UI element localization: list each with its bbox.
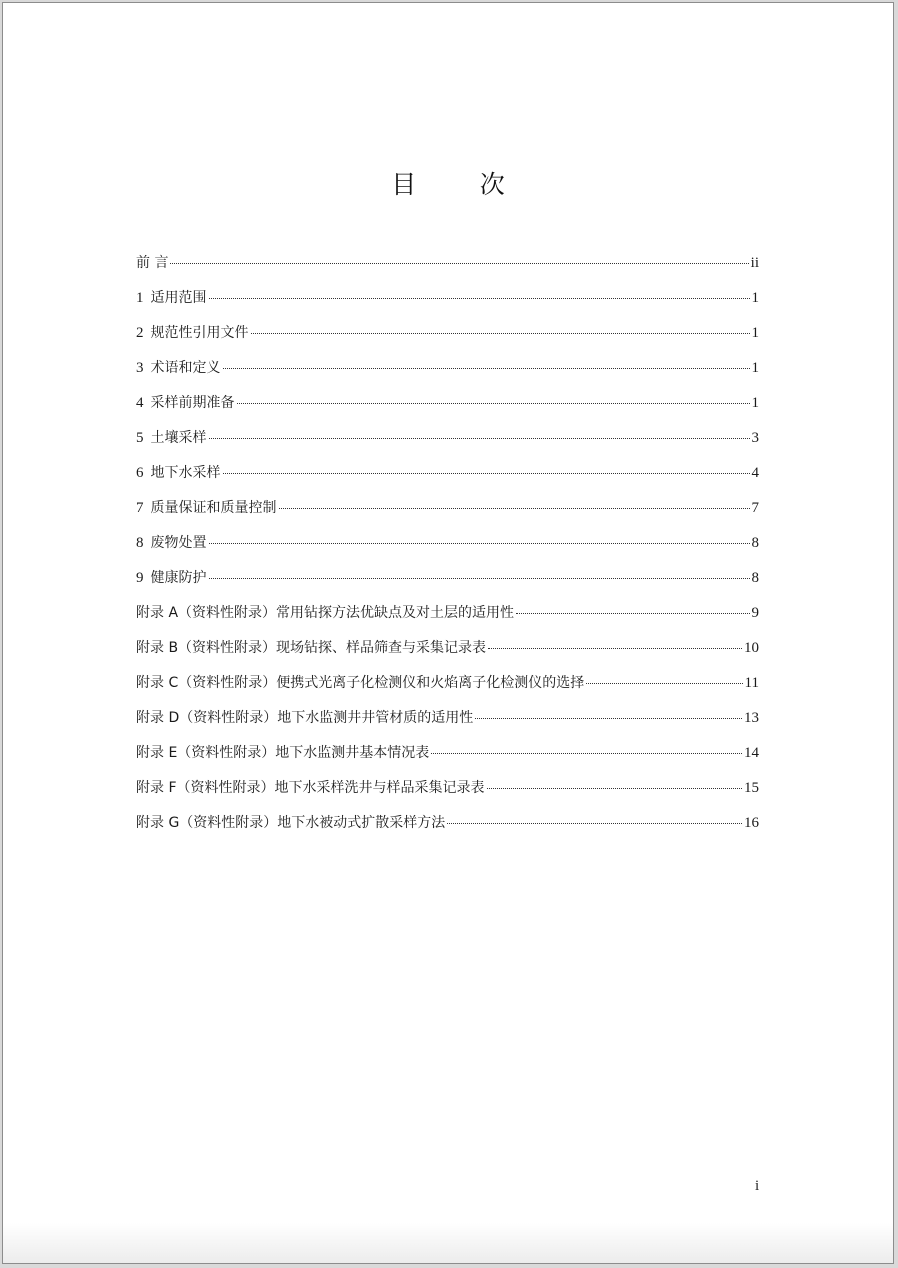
toc-entry-page: 1 xyxy=(751,290,759,306)
toc-entry-page: 16 xyxy=(744,815,759,831)
toc-entry[interactable] xyxy=(136,462,759,497)
toc-dot-leader xyxy=(475,718,742,719)
toc-entry[interactable] xyxy=(136,567,759,602)
toc-entry-number: 1 xyxy=(136,290,144,306)
toc-entry-number: 7 xyxy=(136,500,144,516)
toc-entry[interactable] xyxy=(136,742,759,777)
toc-entry[interactable] xyxy=(136,252,759,287)
toc-dot-leader xyxy=(488,648,742,649)
toc-entry[interactable] xyxy=(136,357,759,392)
toc-entry[interactable] xyxy=(136,602,759,637)
toc-entry-number: 5 xyxy=(136,430,144,446)
toc-entry-label: 附录 E（资料性附录）地下水监测井基本情况表 xyxy=(136,745,430,761)
toc-entry-label: 废物处置 xyxy=(150,535,207,551)
toc-dot-leader xyxy=(279,508,750,509)
toc-entry-number: 6 xyxy=(136,465,144,481)
toc-entry[interactable] xyxy=(136,532,759,567)
toc-entry-page: 1 xyxy=(751,360,759,376)
toc-entry-page: 1 xyxy=(751,395,759,411)
toc-entry-number: 3 xyxy=(136,360,144,376)
toc-entry-page: 7 xyxy=(751,500,759,516)
toc-entry-page: 14 xyxy=(744,745,759,761)
page-title: 目 次 xyxy=(391,170,505,199)
toc-entry-label: 附录 B（资料性附录）现场钻探、样品筛查与采集记录表 xyxy=(136,640,487,656)
toc-entry[interactable] xyxy=(136,427,759,462)
toc-entry[interactable] xyxy=(136,322,759,357)
toc-entry-page: 1 xyxy=(751,325,759,341)
toc-entry-page: 8 xyxy=(751,535,759,551)
toc-entry[interactable] xyxy=(136,637,759,672)
toc-entry[interactable] xyxy=(136,707,759,742)
toc-dot-leader xyxy=(516,613,749,614)
toc-dot-leader xyxy=(209,438,750,439)
toc-dot-leader xyxy=(251,333,750,334)
toc-dot-leader xyxy=(170,263,748,264)
toc-dot-leader xyxy=(209,298,750,299)
toc-entry-label: 质量保证和质量控制 xyxy=(150,500,277,516)
toc-entry-page: 13 xyxy=(744,710,759,726)
toc-entry[interactable] xyxy=(136,672,759,707)
toc-dot-leader xyxy=(586,683,742,684)
toc-entry[interactable] xyxy=(136,777,759,812)
toc-dot-leader xyxy=(223,473,750,474)
toc-entry-label: 附录 D（资料性附录）地下水监测井井管材质的适用性 xyxy=(136,710,474,726)
toc-entry-label: 适用范围 xyxy=(150,290,207,306)
page-number: i xyxy=(755,1178,760,1194)
toc-dot-leader xyxy=(237,403,750,404)
toc-entry-label: 术语和定义 xyxy=(150,360,221,376)
toc-dot-leader xyxy=(223,368,750,369)
toc-entry-label: 健康防护 xyxy=(150,570,207,586)
toc-entry-number: 2 xyxy=(136,325,144,341)
toc-entry-label: 采样前期准备 xyxy=(150,395,235,411)
toc-entry-number: 4 xyxy=(136,395,144,411)
toc-entry-label: 土壤采样 xyxy=(150,430,207,446)
toc-entry[interactable] xyxy=(136,497,759,532)
toc-entry-label: 附录 G（资料性附录）地下水被动式扩散采样方法 xyxy=(136,815,446,831)
document-page xyxy=(2,2,894,1264)
toc-entry-page: ii xyxy=(750,255,759,271)
toc-entry-number: 8 xyxy=(136,535,144,551)
toc-entry-label: 规范性引用文件 xyxy=(150,325,249,341)
toc-entry-label: 附录 F（资料性附录）地下水采样洗井与样品采集记录表 xyxy=(136,780,485,796)
toc-entry-label: 地下水采样 xyxy=(150,465,221,481)
table-of-contents xyxy=(136,252,759,847)
toc-entry[interactable] xyxy=(136,392,759,427)
toc-entry-page: 4 xyxy=(751,465,759,481)
toc-entry-page: 8 xyxy=(751,570,759,586)
toc-entry-label: 附录 C（资料性附录）便携式光离子化检测仪和火焰离子化检测仪的选择 xyxy=(136,675,585,691)
toc-entry-number: 9 xyxy=(136,570,144,586)
toc-entry-page: 15 xyxy=(744,780,759,796)
toc-dot-leader xyxy=(209,578,750,579)
toc-dot-leader xyxy=(487,788,742,789)
toc-entry-page: 3 xyxy=(751,430,759,446)
toc-entry[interactable] xyxy=(136,812,759,847)
toc-entry[interactable] xyxy=(136,287,759,322)
toc-entry-page: 10 xyxy=(744,640,759,656)
toc-entry-label: 前 言 xyxy=(136,255,169,271)
toc-dot-leader xyxy=(209,543,750,544)
toc-dot-leader xyxy=(431,753,742,754)
toc-entry-page: 11 xyxy=(744,675,759,691)
toc-entry-page: 9 xyxy=(751,605,759,621)
toc-dot-leader xyxy=(447,823,742,824)
toc-entry-label: 附录 A（资料性附录）常用钻探方法优缺点及对土层的适用性 xyxy=(136,605,515,621)
